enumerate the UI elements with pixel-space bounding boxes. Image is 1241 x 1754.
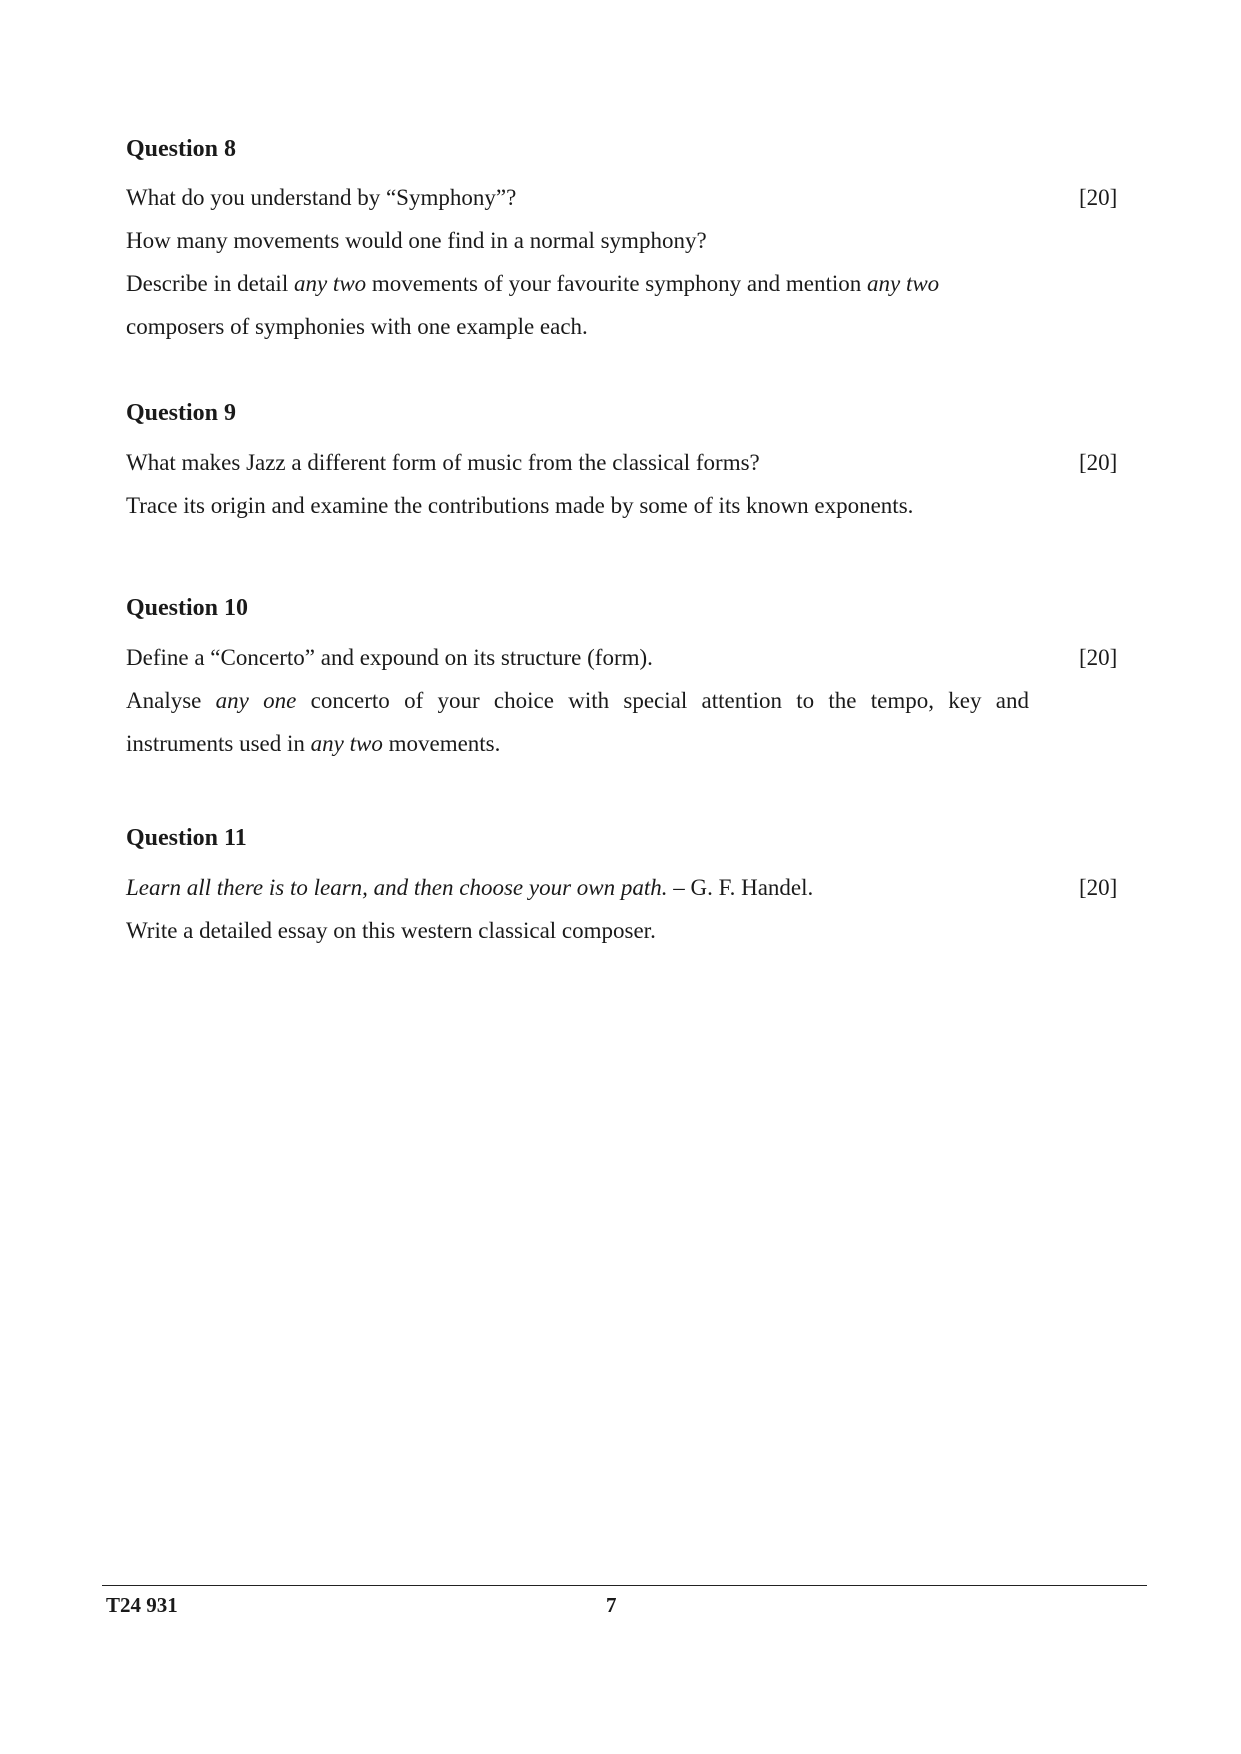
question-9 [126, 399, 1126, 518]
question-line [126, 722, 1126, 765]
question-body [126, 636, 1126, 765]
question-text: Describe in detail any two movements of your favourite symphony and mention any two [126, 271, 940, 296]
marks-label: [20] [1079, 645, 1118, 670]
question-line [126, 484, 1126, 527]
question-heading: Question 8 [126, 136, 237, 162]
marks-label: [20] [1079, 185, 1118, 210]
quote: Learn all there is to learn, and then choose your own path. [126, 875, 668, 900]
question-heading: Question 11 [126, 825, 247, 851]
question-text: Write a detailed essay on this western classical composer. [126, 918, 656, 943]
question-line [126, 636, 1126, 679]
question-line [126, 262, 1126, 305]
question-text: composers of symphonies with one example each. [126, 314, 588, 339]
paper-code: T24 931 [106, 1593, 178, 1617]
question-text: What do you understand by “Symphony”? [126, 185, 517, 210]
page-number: 7 [606, 1593, 617, 1617]
question-heading: Question 9 [126, 400, 237, 426]
quote-attribution: – G. F. Handel. [667, 875, 814, 900]
question-line [126, 866, 1126, 909]
question-text: What makes Jazz a different form of music from the classical forms? [126, 450, 760, 475]
question-text: Analyse any one concerto of your choice with special attention to the tempo, key and [126, 688, 1029, 713]
question-line [126, 176, 1126, 219]
question-11 [126, 824, 1126, 943]
question-text: instruments used in any two movements. [126, 731, 501, 756]
question-text [126, 866, 1029, 909]
question-heading: Question 10 [126, 595, 249, 621]
question-line [126, 441, 1126, 484]
footer-divider [102, 1585, 1147, 1586]
question-text: Trace its origin and examine the contributions made by some of its known exponents. [126, 493, 914, 518]
question-body [126, 866, 1126, 952]
question-10 [126, 594, 1126, 756]
question-text: Define a “Concerto” and expound on its structure (form). [126, 645, 653, 670]
question-text: How many movements would one find in a normal symphony? [126, 228, 707, 253]
question-line [126, 219, 1126, 262]
question-body [126, 441, 1126, 527]
question-line [126, 909, 1126, 952]
question-8 [126, 135, 1126, 339]
marks-label: [20] [1079, 450, 1118, 475]
marks-label: [20] [1079, 875, 1118, 900]
question-line [126, 305, 1126, 348]
question-line [126, 679, 1126, 722]
question-body [126, 176, 1126, 348]
